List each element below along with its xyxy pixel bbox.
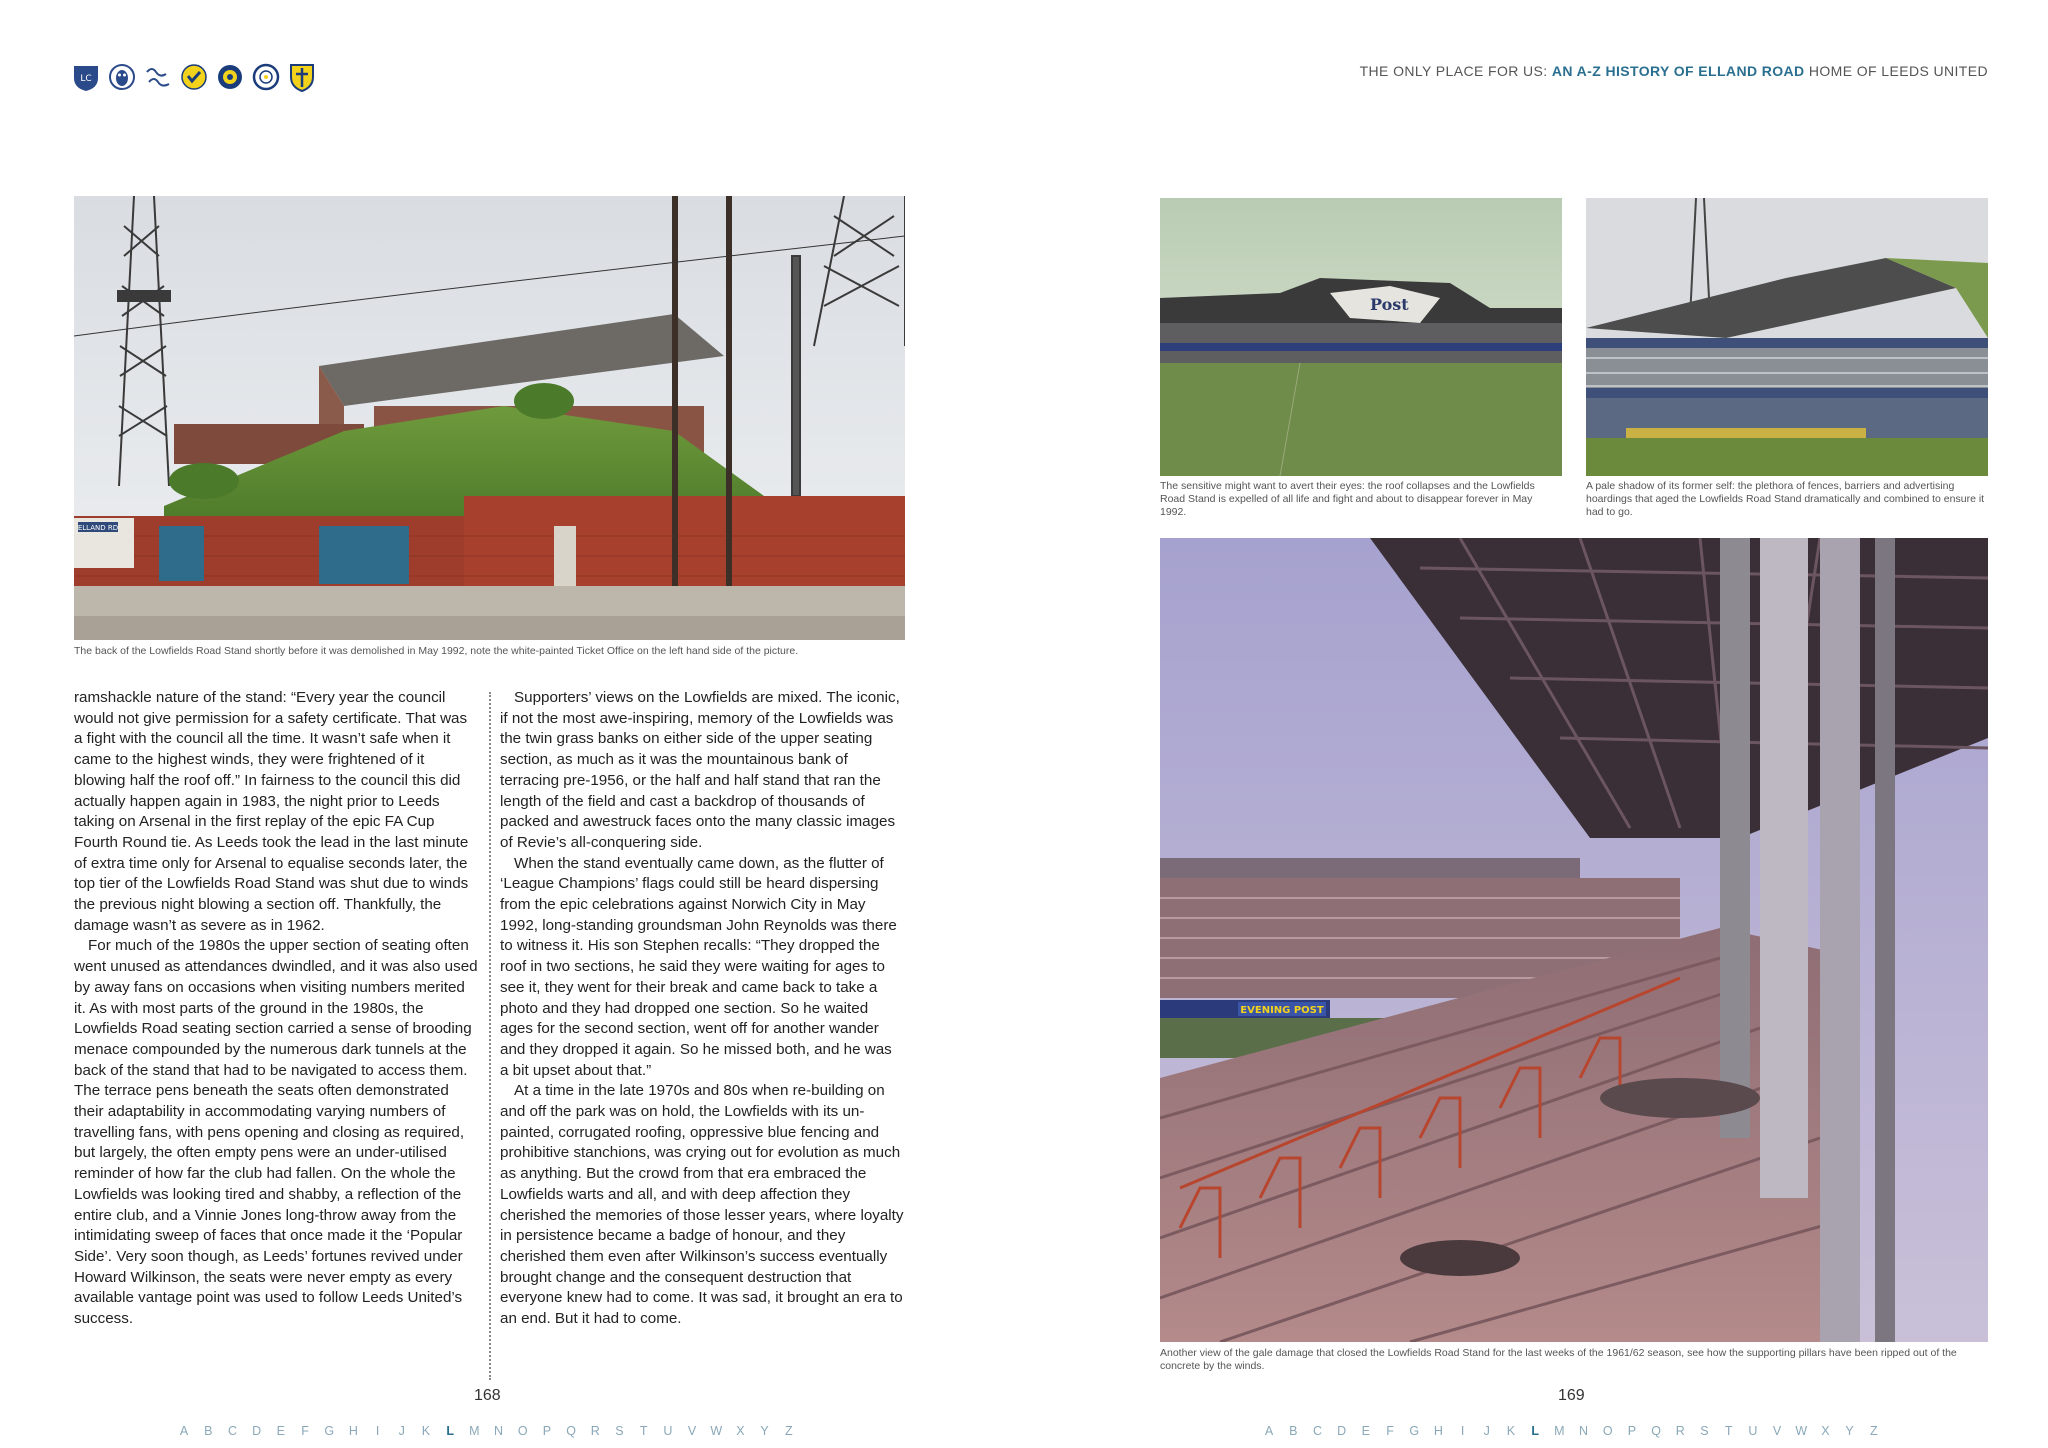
alphabet-letter-s: S: [1700, 1424, 1709, 1438]
collapse-photo: [1160, 198, 1562, 476]
alphabet-letter-f: F: [301, 1424, 309, 1438]
paragraph: For much of the 1980s the upper section of seating often went unused as attendances dwindled, and it was also used by away fans on occasions when visiting numbers merited it. As with most parts of the ground in the 1980s, the Lowfields Road seating section carried a sense of brooding menace compounded by the numerous dark tunnels at the back of the stand that had to be navigated to access them. The terrace pens beneath the seats often demonstrated their adaptability in accommodating varying numbers of travelling fans, with pens opening and closing as required, but largely, the often empty pens were an under-utilised reminder of how far the club had fallen. On the whole the Lowfields was looking tired and shabby, a reflection of the entire club, and a Vinnie Jones long-throw away from the intimidating sweep of faces that once made it the ‘Popular Side’. Very soon though, as Leeds’ fortunes revived under Howard Wilkinson, the seats were never empty as every available vantage point was used to follow Leeds United’s success.: [74, 937, 478, 1328]
alphabet-letter-y: Y: [760, 1424, 769, 1438]
alphabet-letter-m: M: [469, 1424, 480, 1438]
alphabet-index-left: [172, 1424, 801, 1438]
alphabet-letter-z: Z: [784, 1424, 793, 1438]
paragraph: Supporters’ views on the Lowfields are mixed. The iconic, if not the most awe-inspiring, memory of the Lowfields was the twin grass banks on either side of the upper seating section, as much as it was the mountainous bank of terracing pre-1956, or the half and half stand that ran the length of the field and cast a backdrop of thousands of packed and awestruck faces onto the many classic images of Revie’s all-conquering side.: [500, 689, 900, 851]
alphabet-letter-e: E: [1361, 1424, 1371, 1438]
alphabet-letter-q: Q: [1651, 1424, 1661, 1438]
alphabet-letter-n: N: [1579, 1424, 1589, 1438]
main-photo-caption: The back of the Lowfields Road Stand shortly before it was demolished in May 1992, note the white-painted Ticket Office on the left hand side of the picture.: [74, 645, 799, 657]
book-title-prefix: THE ONLY PLACE FOR US:: [1359, 63, 1552, 79]
paragraph: ramshackle nature of the stand: “Every year the council would not give permission for a safety certificate. That was a fight with the council all the time. It wasn’t safe when it came to the highest winds, they were frightened of it blowing half the roof off.” In fairness to the council this did actually happen again in 1983, the night prior to Leeds taking on Arsenal in the first replay of the epic FA Cup Fourth Round tie. As Leeds took the lead in the last minute of extra time only for Arsenal to equalise seconds later, the top tier of the Lowfields Road Stand was shut due to winds the previous night blowing a section off. Thankfully, the damage wasn’t as severe as in 1962.: [74, 689, 469, 934]
book-title-bold: AN A-Z HISTORY OF ELLAND ROAD: [1551, 63, 1805, 79]
alphabet-letter-m: M: [1554, 1424, 1565, 1438]
alphabet-letter-a: A: [1264, 1424, 1274, 1438]
alphabet-letter-q: Q: [566, 1424, 576, 1438]
book-title: [1360, 63, 1988, 79]
alphabet-letter-e: E: [276, 1424, 286, 1438]
alphabet-letter-g: G: [324, 1424, 335, 1438]
alphabet-letter-k: K: [1506, 1424, 1516, 1438]
alphabet-letter-i: I: [1460, 1424, 1465, 1438]
alphabet-letter-w: W: [1795, 1424, 1808, 1438]
script-crest-icon: [144, 62, 172, 92]
alphabet-letter-c: C: [227, 1424, 237, 1438]
paragraph: When the stand eventually came down, as the flutter of ‘League Champions’ flags could still be heard dispersing from the epic celebrations against Norwich City in May 1992, long-standing groundsman John Reynolds was there to witness it. His son Stephen recalls: “They dropped the roof in two sections, he said they were waiting for ages to see it, they went for their break and came back to take a photo and they had dropped one section. So he waited ages for the second section, went off for another wander and they dropped it again. So he missed both, and he was a bit upset about that.”: [500, 854, 897, 1079]
alphabet-letter-u: U: [1748, 1424, 1758, 1438]
alphabet-letter-k: K: [421, 1424, 431, 1438]
fences-photo-caption: A pale shadow of its former self: the plethora of fences, barriers and advertising hoardings that aged the Lowfields Road Stand dramatically and combined to ensure it had to go.: [1586, 480, 1985, 518]
alphabet-letter-u: U: [663, 1424, 673, 1438]
alphabet-letter-a: A: [179, 1424, 189, 1438]
paragraph: At a time in the late 1970s and 80s when re-building on and off the park was on hold, the Lowfields with its un-painted, corrugated roofing, oppressive blue fencing and prohibitive stanchions, was crying out for evolution as much as anything. But the crowd from that era embraced the Lowfields warts and all, and with deep affection they cherished the memories of those lesser years, where loyalty in persistence became a badge of honour, and they cherished them even after Wilkinson’s success eventually brought change and the consequent destruction that everyone knew had to come. It was sad, it brought an era to an end. But it had to come.: [500, 1082, 904, 1328]
alphabet-index-right: [1257, 1424, 1886, 1438]
alphabet-letter-p: P: [542, 1424, 552, 1438]
alphabet-letter-l: L: [1531, 1424, 1539, 1438]
rose-crest-icon: [252, 62, 280, 92]
alphabet-letter-n: N: [494, 1424, 504, 1438]
alphabet-letter-b: B: [204, 1424, 213, 1438]
alphabet-letter-j: J: [398, 1424, 405, 1438]
svg-text:LC: LC: [80, 74, 92, 84]
alphabet-letter-b: B: [1289, 1424, 1298, 1438]
club-crests: [72, 62, 316, 92]
alphabet-letter-v: V: [687, 1424, 697, 1438]
alphabet-letter-g: G: [1409, 1424, 1420, 1438]
smiley-crest-icon: [180, 62, 208, 92]
alphabet-letter-h: H: [348, 1424, 358, 1438]
alphabet-letter-d: D: [1337, 1424, 1347, 1438]
alphabet-letter-h: H: [1433, 1424, 1443, 1438]
alphabet-letter-w: W: [710, 1424, 723, 1438]
collapse-photo-caption: The sensitive might want to avert their eyes: the roof collapses and the Lowfields Road Stand is expelled of all life and fight and about to disappear forever in May 1992.: [1160, 480, 1535, 518]
round-crest-icon: [216, 62, 244, 92]
alphabet-letter-p: P: [1627, 1424, 1637, 1438]
book-title-suffix: HOME OF LEEDS UNITED: [1804, 63, 1988, 79]
alphabet-letter-f: F: [1386, 1424, 1394, 1438]
gale-damage-caption: Another view of the gale damage that closed the Lowfields Road Stand for the last weeks of the 1961/62 season, see how the supporting pillars have been ripped out of the concrete by the winds.: [1160, 1347, 1957, 1372]
alphabet-letter-y: Y: [1845, 1424, 1854, 1438]
alphabet-letter-i: I: [375, 1424, 380, 1438]
text-column-1: [74, 688, 478, 1330]
column-divider: [489, 692, 491, 1380]
crest-icon: [72, 62, 100, 92]
alphabet-letter-x: X: [1821, 1424, 1830, 1438]
alphabet-letter-d: D: [252, 1424, 262, 1438]
alphabet-letter-z: Z: [1869, 1424, 1878, 1438]
alphabet-letter-c: C: [1312, 1424, 1322, 1438]
evening-post-sign: EVENING POST: [1240, 1005, 1324, 1016]
post-roof-sign: Post: [1370, 295, 1409, 314]
alphabet-letter-o: O: [1602, 1424, 1613, 1438]
ticket-office-sign: ELLAND RD: [77, 524, 119, 532]
page-number-right: 169: [1558, 1387, 1585, 1404]
text-column-2: [500, 688, 904, 1330]
alphabet-letter-o: O: [517, 1424, 528, 1438]
alphabet-letter-v: V: [1772, 1424, 1782, 1438]
alphabet-letter-s: S: [615, 1424, 624, 1438]
owl-crest-icon: [108, 62, 136, 92]
alphabet-letter-t: T: [1724, 1424, 1733, 1438]
alphabet-letter-j: J: [1483, 1424, 1490, 1438]
alphabet-letter-r: R: [590, 1424, 600, 1438]
alphabet-letter-x: X: [736, 1424, 745, 1438]
alphabet-letter-t: T: [639, 1424, 648, 1438]
main-photo: [74, 196, 905, 640]
gale-damage-photo: [1160, 538, 1988, 1342]
fences-photo: [1586, 198, 1988, 476]
alphabet-letter-l: L: [446, 1424, 454, 1438]
page-number-left: 168: [474, 1387, 501, 1404]
alphabet-letter-r: R: [1675, 1424, 1685, 1438]
shield-crest-icon: [288, 62, 316, 92]
